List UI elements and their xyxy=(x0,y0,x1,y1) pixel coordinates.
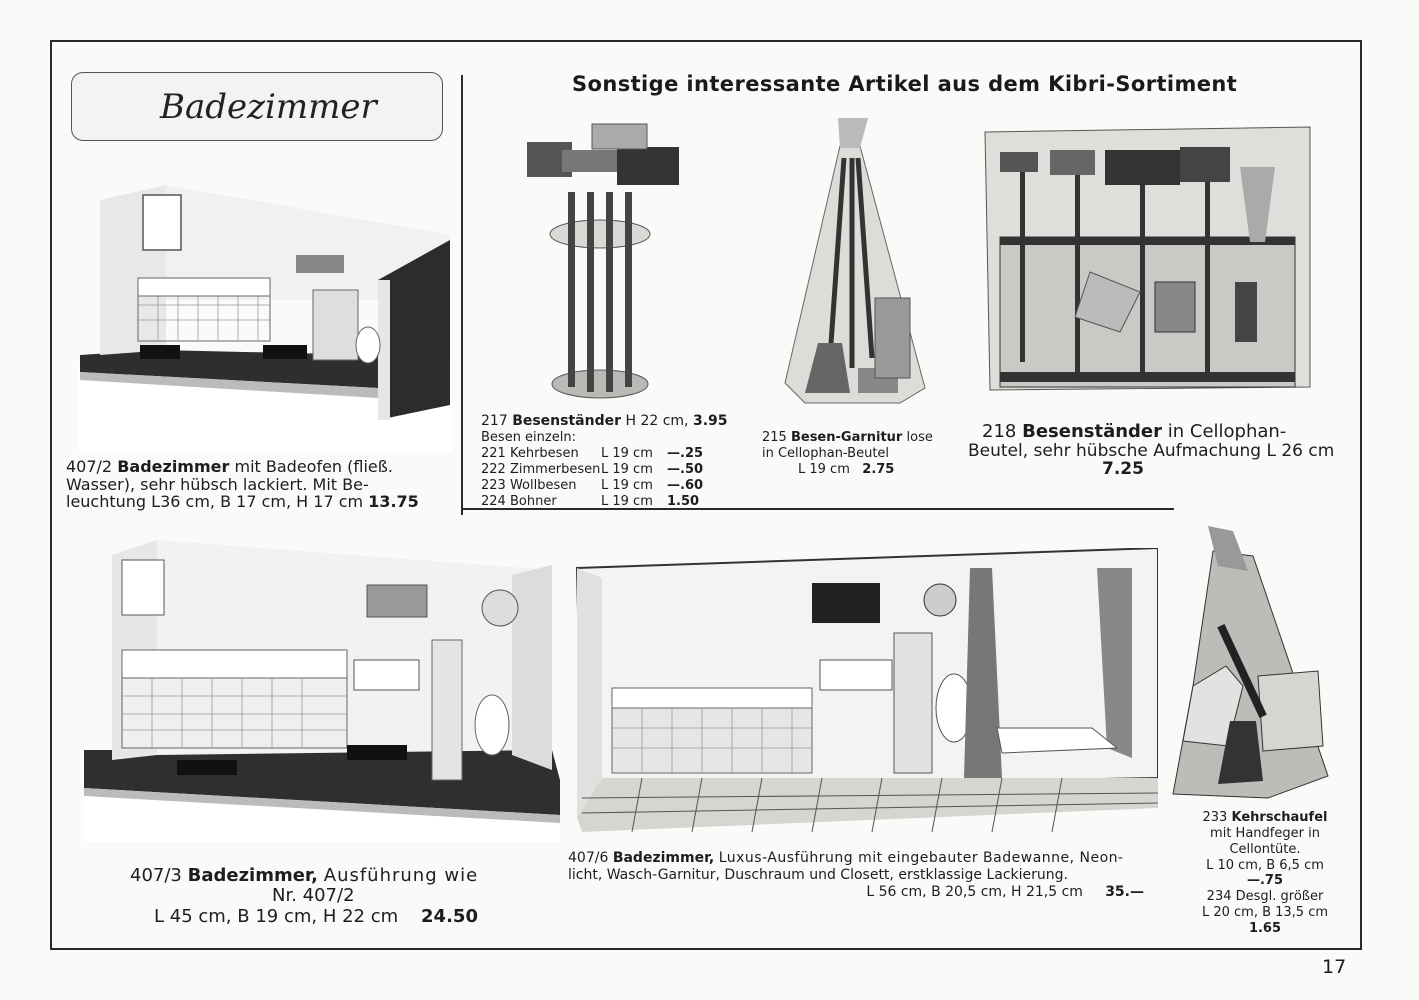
page-number: 17 xyxy=(1322,956,1347,978)
bathroom-model-407-6-photo xyxy=(572,548,1158,832)
caption-407-3: 407/3 Badezimmer, Ausführung wie Nr. 407/2 L 45 cm, B 19 cm, H 22 cm 24.50 xyxy=(130,865,479,927)
section-title-badge xyxy=(71,72,443,141)
caption-215: 215 Besen-Garnitur lose in Cellophan-Beutel L 19 cm 2.75 xyxy=(762,430,933,477)
price-list-row: 221 Kehrbesen L 19 cm —.25 xyxy=(481,445,704,461)
caption-217: 217 Besenständer H 22 cm, 3.95 Besen einzeln: 221 Kehrbesen L 19 cm —.25 222 Zimmerbesen L 19 cm —.50 223 Wollbesen L 19 cm —.60 224 Bohner L 19 cm 1.50 xyxy=(481,413,751,509)
page-heading: Sonstige interessante Artikel aus dem Kibri-Sortiment xyxy=(572,72,1238,96)
caption-407-2: 407/2 Badezimmer mit Badeofen (fließ. Wasser), sehr hübsch lackiert. Mit Be- leuchtung L36 cm, B 17 cm, H 17 cm 13.75 xyxy=(66,457,419,512)
dustpan-bag-233-photo xyxy=(1168,526,1336,802)
price-list-row: 224 Bohner L 19 cm 1.50 xyxy=(481,493,700,509)
broom-set-bag-215-photo xyxy=(780,118,928,408)
caption-407-6: 407/6 Badezimmer, Luxus-Ausführung mit eingebauter Badewanne, Neon- licht, Wasch-Garnitur, Duschraum und Closett, erstklassige Lackierung. L 56 cm, B 20,5 cm, H 21,5 cm 35.— xyxy=(568,850,1144,900)
bathroom-model-407-3-photo xyxy=(82,530,562,842)
broom-stand-bag-218-photo xyxy=(980,122,1315,392)
price-list-row: 223 Wollbesen L 19 cm —.60 xyxy=(481,477,704,493)
broom-stand-217-photo xyxy=(522,122,687,400)
bathroom-model-407-2-photo xyxy=(78,180,452,452)
section-title: Badezimmer xyxy=(160,86,377,127)
price-list-row: 222 Zimmerbesen L 19 cm —.50 xyxy=(481,461,704,477)
caption-218: 218 Besenständer in Cellophan- Beutel, sehr hübsche Aufmachung L 26 cm 7.25 xyxy=(968,421,1335,480)
column-divider xyxy=(461,75,463,515)
caption-233-234: 233 Kehrschaufel mit Handfeger in Cellontüte. L 10 cm, B 6,5 cm —.75 234 Desgl. größer L 20 cm, B 13,5 cm 1.65 xyxy=(1201,810,1329,937)
